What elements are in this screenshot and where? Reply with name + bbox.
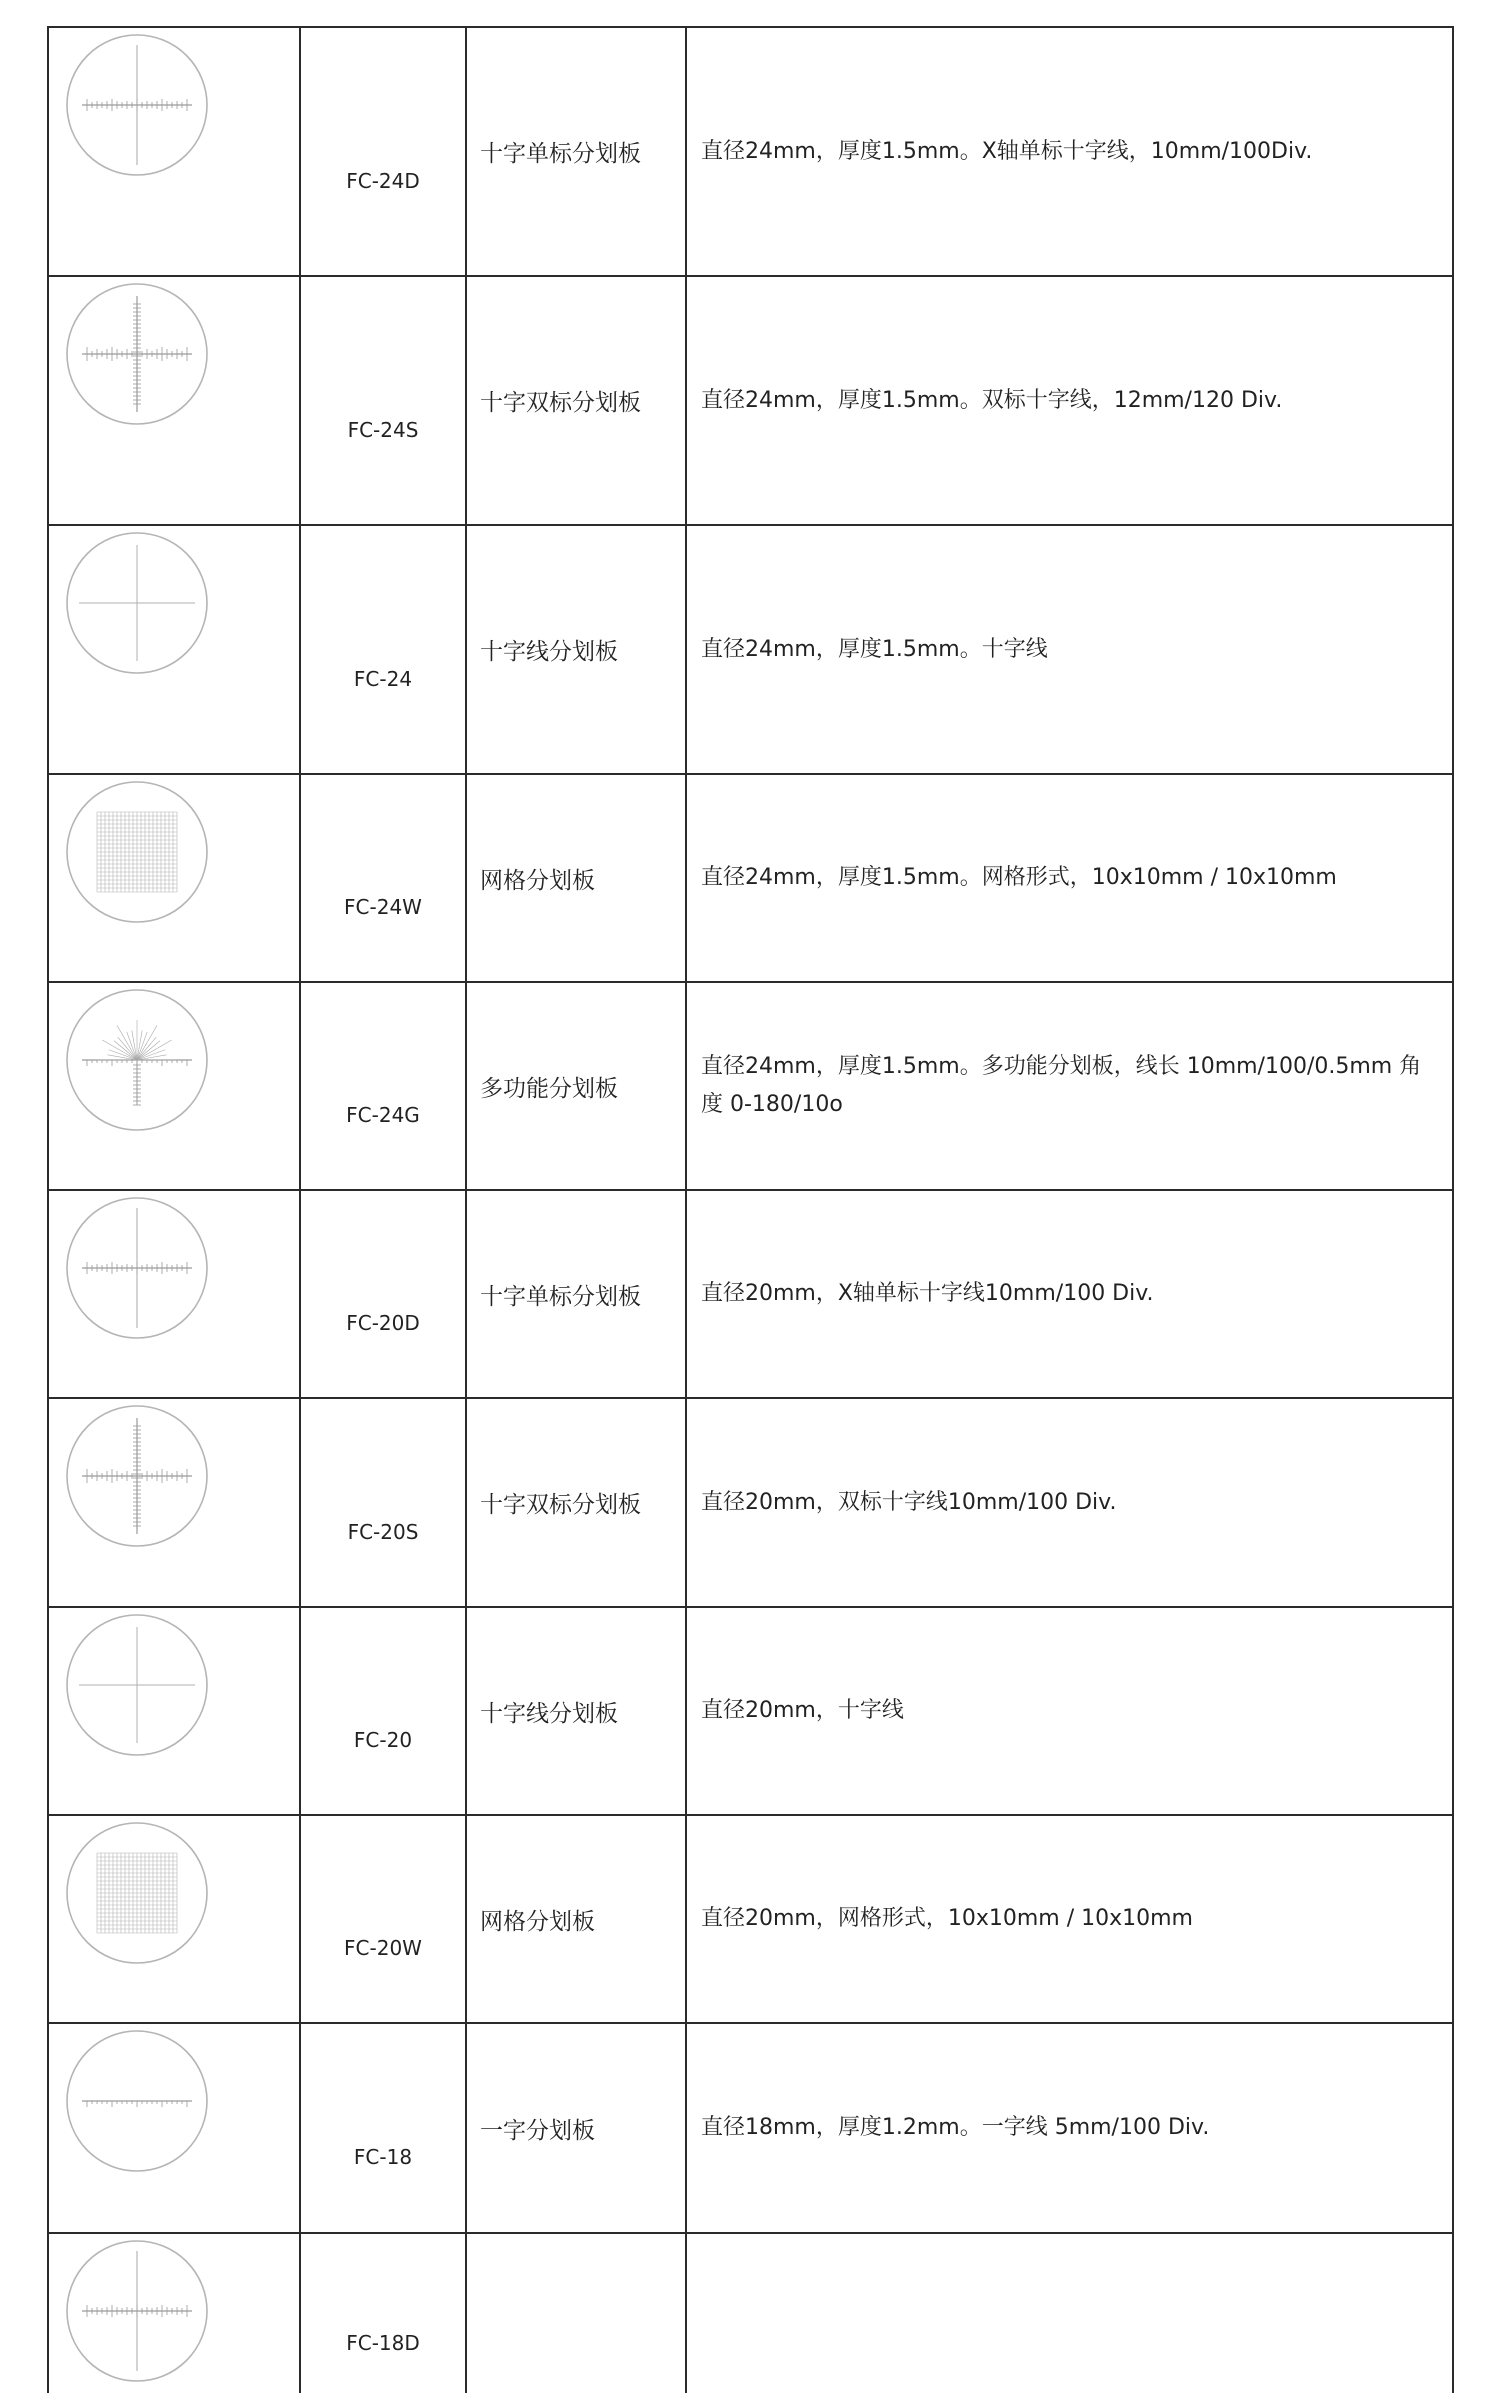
table-row bbox=[48, 525, 1453, 774]
model-code: FC-18 bbox=[353, 2145, 413, 2169]
table-row bbox=[48, 27, 1453, 276]
table-row bbox=[48, 774, 1453, 982]
product-name-cell bbox=[466, 27, 686, 276]
grid-reticle-icon bbox=[62, 777, 212, 927]
description: 直径24mm，厚度1.5mm。双标十字线，12mm/120 Div. bbox=[701, 387, 1283, 413]
reticle-image-cell bbox=[48, 525, 300, 774]
crosshair-reticle-icon bbox=[62, 528, 212, 678]
description: 直径24mm，厚度1.5mm。多功能分划板，线长 10mm/100/0.5mm 角度 0-180/10o bbox=[701, 1054, 1422, 1117]
product-name-cell bbox=[466, 525, 686, 774]
table-row bbox=[48, 1607, 1453, 1815]
reticle-image-cell bbox=[48, 982, 300, 1190]
product-name: 网格分划板 bbox=[480, 867, 595, 894]
reticle-image-cell bbox=[48, 1815, 300, 2023]
table-body bbox=[48, 27, 1453, 2393]
table-row bbox=[48, 2023, 1453, 2233]
crosshair-reticle-icon bbox=[62, 1610, 212, 1760]
model-code-cell bbox=[300, 525, 466, 774]
product-spec-table bbox=[47, 26, 1454, 2393]
description-cell bbox=[686, 1398, 1453, 1607]
table-row bbox=[48, 982, 1453, 1190]
model-code-cell bbox=[300, 774, 466, 982]
table-row bbox=[48, 1190, 1453, 1398]
product-name-cell bbox=[466, 2023, 686, 2233]
model-code: FC-24W bbox=[344, 895, 422, 919]
description: 直径20mm，X轴单标十字线10mm/100 Div. bbox=[701, 1281, 1154, 1306]
reticle-image-cell bbox=[48, 1607, 300, 1815]
description-cell bbox=[686, 1190, 1453, 1398]
model-code: FC-24D bbox=[346, 168, 420, 193]
reticle-image-cell bbox=[48, 1398, 300, 1607]
description-cell bbox=[686, 774, 1453, 982]
model-code: FC-20D bbox=[346, 1311, 420, 1335]
product-name-cell bbox=[466, 1398, 686, 1607]
description-cell bbox=[686, 525, 1453, 774]
model-code: FC-20S bbox=[347, 1519, 419, 1544]
product-name-cell bbox=[466, 1607, 686, 1815]
model-code: FC-18D bbox=[346, 2330, 420, 2355]
description: 直径20mm，网格形式，10x10mm / 10x10mm bbox=[701, 1906, 1193, 1931]
table-row bbox=[48, 1815, 1453, 2023]
product-name: 十字双标分划板 bbox=[480, 1492, 641, 1518]
reticle-image-cell bbox=[48, 276, 300, 525]
product-name-cell bbox=[466, 2233, 686, 2393]
reticle-image-cell bbox=[48, 27, 300, 276]
product-name: 十字单标分划板 bbox=[480, 141, 641, 167]
description-cell bbox=[686, 1607, 1453, 1815]
model-code: FC-24S bbox=[347, 417, 419, 442]
description-cell bbox=[686, 982, 1453, 1190]
model-code: FC-24G bbox=[346, 1103, 420, 1127]
model-code: FC-20 bbox=[353, 1728, 413, 1752]
multifunction-reticle-icon bbox=[62, 985, 212, 1135]
model-code-cell bbox=[300, 276, 466, 525]
product-name: 网格分划板 bbox=[480, 1908, 595, 1935]
reticle-image-cell bbox=[48, 2233, 300, 2393]
product-name-cell bbox=[466, 276, 686, 525]
table-row bbox=[48, 276, 1453, 525]
product-name: 十字双标分划板 bbox=[480, 390, 641, 416]
model-code-cell bbox=[300, 2023, 466, 2233]
single-scale-crosshair-reticle-icon bbox=[62, 1193, 212, 1343]
single-scale-crosshair-reticle-icon bbox=[62, 2236, 212, 2386]
grid-reticle-icon bbox=[62, 1818, 212, 1968]
product-name-cell bbox=[466, 982, 686, 1190]
single-scale-crosshair-reticle-icon bbox=[62, 30, 212, 180]
product-name: 十字单标分划板 bbox=[480, 1283, 641, 1310]
description-cell bbox=[686, 27, 1453, 276]
product-name: 十字线分划板 bbox=[480, 1700, 618, 1727]
model-code-cell bbox=[300, 27, 466, 276]
description: 直径24mm，厚度1.5mm。网格形式，10x10mm / 10x10mm bbox=[701, 865, 1337, 890]
product-name-cell bbox=[466, 774, 686, 982]
description: 直径18mm，厚度1.2mm。一字线 5mm/100 Div. bbox=[701, 2115, 1210, 2140]
double-scale-crosshair-reticle-icon bbox=[62, 279, 212, 429]
reticle-image-cell bbox=[48, 774, 300, 982]
model-code: FC-24 bbox=[353, 666, 413, 691]
description: 直径24mm，厚度1.5mm。十字线 bbox=[701, 636, 1048, 662]
product-name: 十字线分划板 bbox=[480, 639, 618, 665]
model-code-cell bbox=[300, 1815, 466, 2023]
product-name-cell bbox=[466, 1815, 686, 2023]
description-cell bbox=[686, 276, 1453, 525]
description: 直径20mm，双标十字线10mm/100 Div. bbox=[701, 1489, 1117, 1515]
reticle-image-cell bbox=[48, 1190, 300, 1398]
model-code-cell bbox=[300, 2233, 466, 2393]
product-name: 多功能分划板 bbox=[480, 1075, 618, 1102]
model-code: FC-20W bbox=[344, 1936, 422, 1960]
description-cell bbox=[686, 1815, 1453, 2023]
product-name: 一字分划板 bbox=[480, 2117, 595, 2144]
model-code-cell bbox=[300, 1190, 466, 1398]
model-code-cell bbox=[300, 982, 466, 1190]
table-row bbox=[48, 1398, 1453, 1607]
description: 直径20mm，十字线 bbox=[701, 1698, 904, 1723]
table-row bbox=[48, 2233, 1453, 2393]
description: 直径24mm，厚度1.5mm。X轴单标十字线，10mm/100Div. bbox=[701, 138, 1313, 164]
model-code-cell bbox=[300, 1398, 466, 1607]
double-scale-crosshair-reticle-icon bbox=[62, 1401, 212, 1551]
line-scale-reticle-icon bbox=[62, 2026, 212, 2176]
description-cell bbox=[686, 2023, 1453, 2233]
description-cell bbox=[686, 2233, 1453, 2393]
product-name-cell bbox=[466, 1190, 686, 1398]
model-code-cell bbox=[300, 1607, 466, 1815]
reticle-image-cell bbox=[48, 2023, 300, 2233]
